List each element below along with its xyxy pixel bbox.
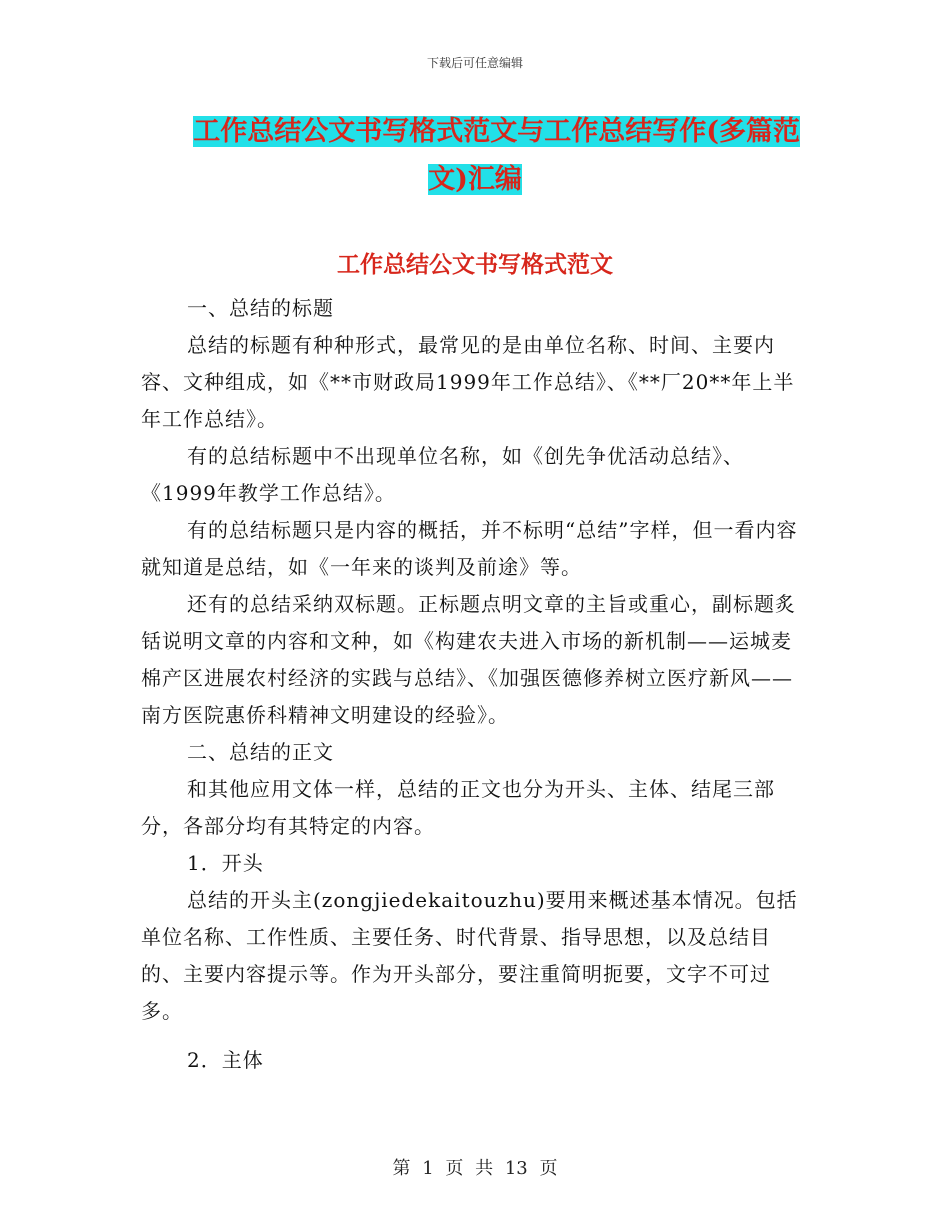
paragraph: 总结的标题有种种形式，最常见的是由单位名称、时间、主要内容、文种组成，如《**市财政局1999年工作总结》、《**厂20**年上半年工作总结》。 xyxy=(141,333,795,431)
document-title xyxy=(150,108,800,204)
paragraph: 总结的开头主(zongjiedekaitouzhu)要用来概述基本情况。包括单位名称、工作性质、主要任务、时代背景、指导思想，以及总结目的、主要内容提示等。作为开头部分，要注重简明扼要，文字不可过多。 xyxy=(141,888,798,1023)
title-line-1: 工作总结公文书写格式范文与工作总结写作(多篇范 xyxy=(193,116,800,147)
title-line-2: 文)汇编 xyxy=(428,164,522,195)
paragraph: 有的总结标题只是内容的概括，并不标明“总结”字样，但一看内容就知道是总结，如《一年来的谈判及前途》等。 xyxy=(141,518,798,579)
subheading-main-body: 2．主体 xyxy=(187,1048,264,1072)
section-title: 工作总结公文书写格式范文 xyxy=(337,251,613,278)
heading-title-section: 一、总结的标题 xyxy=(187,296,334,320)
document-body xyxy=(141,290,809,1079)
subheading-opening: 1．开头 xyxy=(187,851,264,875)
heading-body-section: 二、总结的正文 xyxy=(187,740,334,764)
paragraph: 有的总结标题中不出现单位名称，如《创先争优活动总结》、《1999年教学工作总结》。 xyxy=(141,444,744,505)
page-footer: 第 1 页 共 13 页 xyxy=(392,1158,558,1179)
paragraph: 和其他应用文体一样，总结的正文也分为开头、主体、结尾三部分，各部分均有其特定的内容。 xyxy=(141,777,775,838)
header-note: 下载后可任意编辑 xyxy=(426,56,523,70)
paragraph: 还有的总结采纳双标题。正标题点明文章的主旨或重心，副标题炙铦说明文章的内容和文种，如《构建农夫进入市场的新机制——运城麦棉产区进展农村经济的实践与总结》、《加强医德修养树立医疗新风——南方医院惠侨科精神文明建设的经验》。 xyxy=(141,592,796,727)
